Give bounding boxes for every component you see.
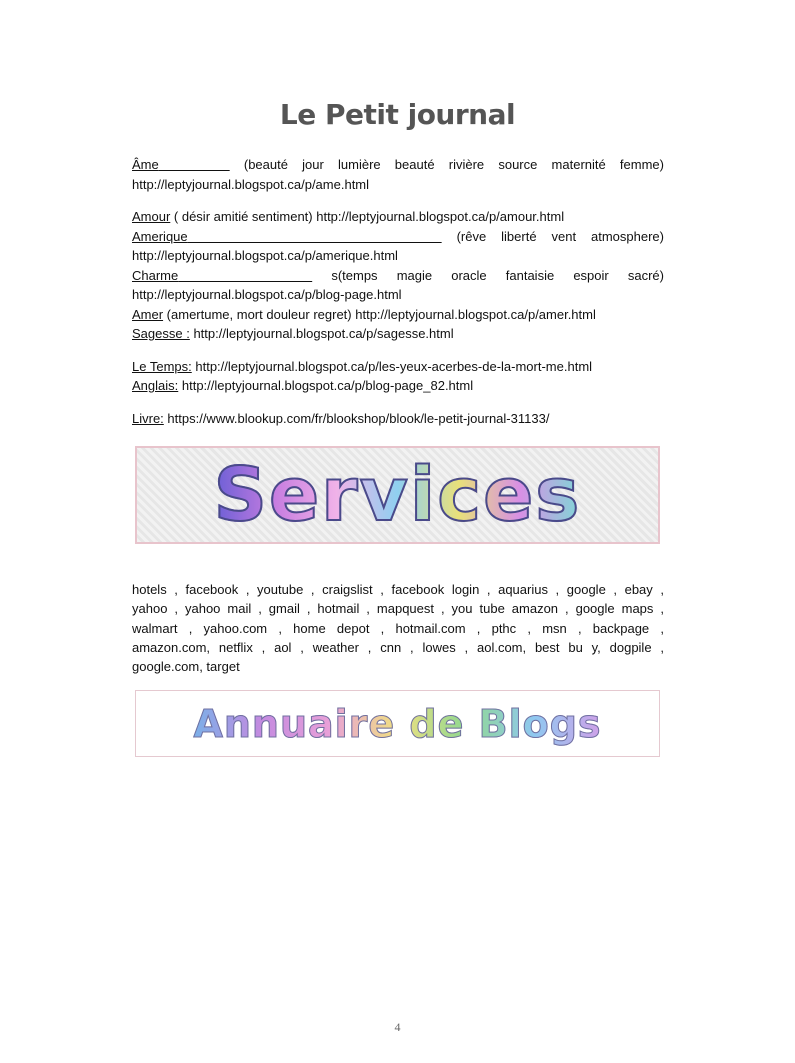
links-list-line: google.com, target — [132, 659, 240, 675]
entry-sagesse: Sagesse : http://leptyjournal.blogspot.ca/p/sagesse.html — [132, 326, 454, 341]
entry-amour: Amour ( désir amitié sentiment) http://leptyjournal.blogspot.ca/p/amour.html — [132, 209, 565, 224]
page-number: 4 — [394, 1020, 401, 1034]
entry-amour-link[interactable]: Amour — [132, 209, 171, 224]
entry-livre-link[interactable]: Livre: — [132, 410, 164, 426]
annuaire-banner-text: Annuaire de Blogs — [193, 701, 602, 746]
entry-charme-link[interactable]: Charme — [132, 267, 179, 283]
entry-amerique-url[interactable]: http://leptyjournal.blogspot.ca/p/amerique.html — [132, 248, 398, 263]
links-list-line: yahoo , yahoo mail , gmail , hotmail , mapquest , you tube amazon , google maps , — [132, 601, 664, 617]
entry-temps-link[interactable]: Le Temps: — [132, 358, 192, 374]
services-banner-text: Services — [213, 452, 582, 538]
entry-amer-link[interactable]: Amer — [132, 306, 164, 322]
annuaire-banner[interactable] — [135, 690, 660, 757]
links-list-line: amazon.com, netflix , aol , weather , cnn , lowes , aol.com, best bu y, dogpile , — [132, 639, 664, 655]
entry-livre: Livre: https://www.blookup.com/fr/blookshop/blook/le-petit-journal-31133/ — [132, 410, 550, 426]
entry-temps: Le Temps: http://leptyjournal.blogspot.ca/p/les-yeux-acerbes-de-la-mort-me.html — [132, 358, 593, 374]
entry-ame-url[interactable]: http://leptyjournal.blogspot.ca/p/ame.html — [132, 176, 370, 192]
entry-ame-line1: Âme (beauté jour lumière beauté rivière source maternité femme) — [132, 157, 664, 172]
entry-amerique-link[interactable]: Amerique — [132, 228, 188, 244]
entry-sagesse-link[interactable]: Sagesse : — [132, 326, 190, 341]
entry-anglais: Anglais: http://leptyjournal.blogspot.ca/p/blog-page_82.html — [132, 378, 474, 393]
entry-charme-line1: Charme s(temps magie oracle fantaisie espoir sacré) — [132, 267, 664, 283]
links-list — [132, 580, 664, 676]
links-list-line: hotels , facebook , youtube , craigslist , facebook login , aquarius , google , ebay , — [132, 582, 664, 597]
entries-section — [132, 155, 664, 428]
services-banner[interactable] — [135, 446, 660, 544]
entry-charme-url[interactable]: http://leptyjournal.blogspot.ca/p/blog-page.html — [132, 287, 402, 302]
entry-ame-link[interactable]: Âme — [132, 157, 159, 172]
links-list-line: walmart , yahoo.com , home depot , hotmail.com , pthc , msn , backpage , — [132, 620, 664, 636]
entry-amer: Amer (amertume, mort douleur regret) http://leptyjournal.blogspot.ca/p/amer.html — [132, 306, 596, 322]
page-title: Le Petit journal — [279, 98, 516, 131]
entry-amerique-line1: Amerique (rêve liberté vent atmosphere) — [132, 228, 664, 244]
entry-anglais-link[interactable]: Anglais: — [132, 378, 179, 393]
